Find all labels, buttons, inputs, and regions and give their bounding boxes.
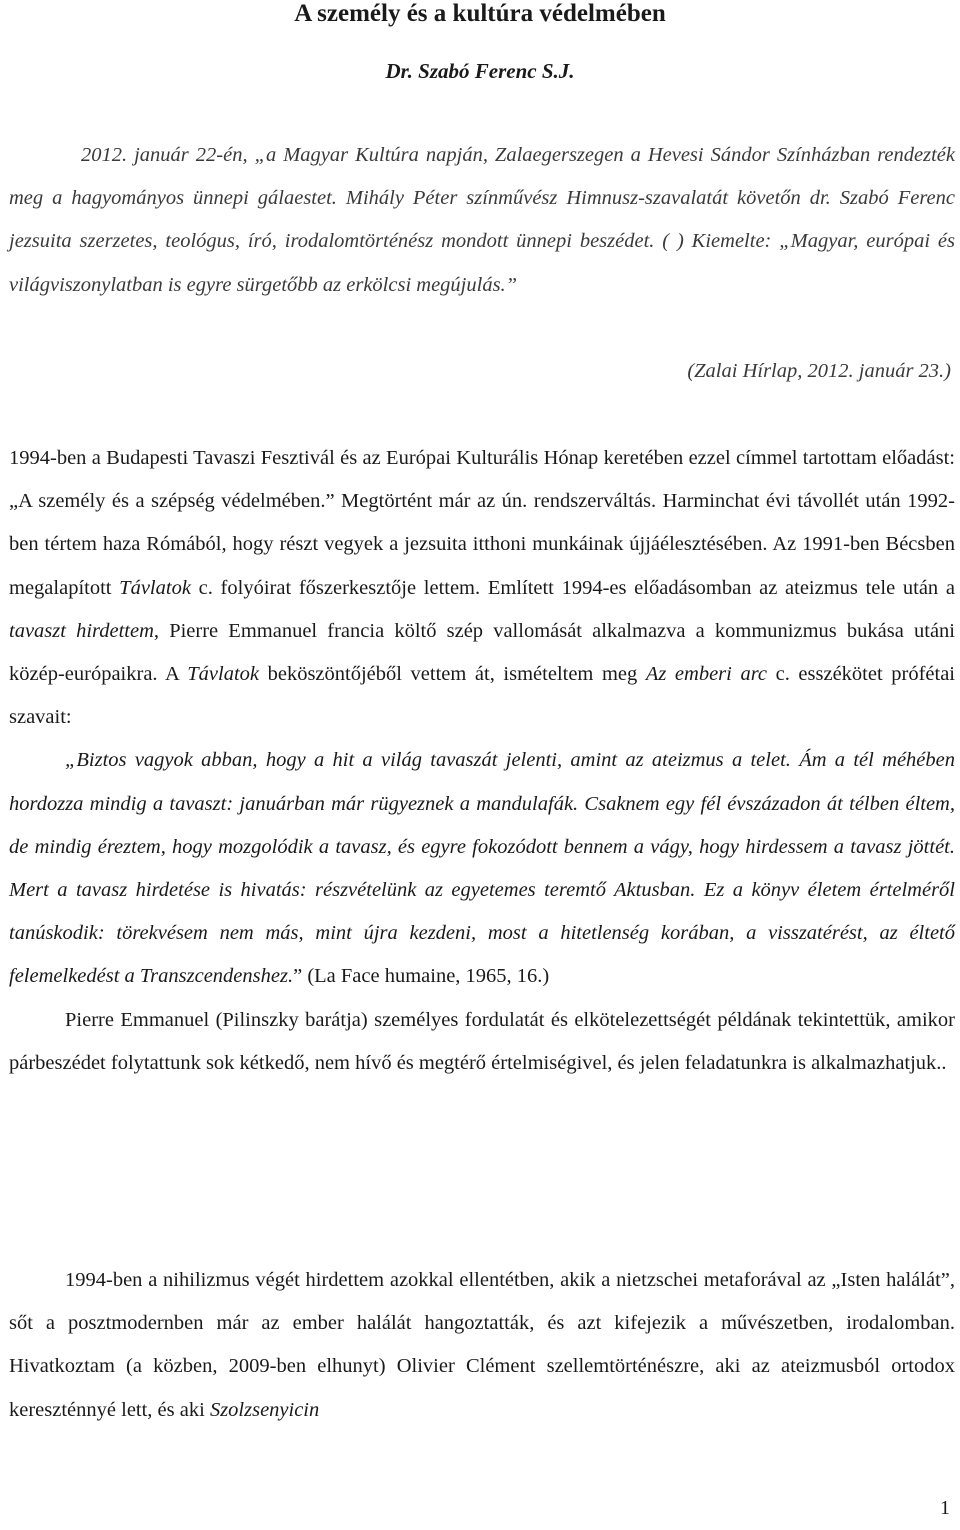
p1-text-1: 1994-ben a Budapesti Tavaszi Fesztivál és az Európai Kulturális Hónap keretében ezzel címmel tartottam előadást: „A személy és a szépség védelmében.” Megtörtént már az ún. rendszerváltás. Harminchat évi távollét után 1992-ben tértem haza Rómából, hogy részt vegyek a jezsuita itthoni munkáinak újjáélesztésében. Az 1991-ben Bécsben megalapított <box>9 447 955 599</box>
document-title: A személy és a kultúra védelmében <box>294 0 666 27</box>
quote-block <box>9 739 955 998</box>
body-paragraph-1 <box>9 437 955 1085</box>
p3-text-1: 1994-ben a nihilizmus végét hirdettem azokkal ellentétben, akik a nietzschei metaforával az „Isten halálát”, sőt a posztmodernben már az ember halálát hangoztatták, és azt kifejezik a művészetben, irodalomban. Hivatkoztam (a közben, 2009-ben elhunyt) Olivier Clément szellemtörténészre, aki az ateizmusból ortodox kereszténnyé lett, és aki <box>9 1269 955 1421</box>
document-author: Dr. Szabó Ferenc S.J. <box>385 59 575 83</box>
p1-italic-2: tavaszt hirdettem <box>9 619 154 642</box>
p1-text-3: , Pierre Emmanuel francia költő szép vallomását alkalmazva a kommunizmus bukása utáni közép-európaikra. A <box>9 619 955 686</box>
page-number: 1 <box>940 1497 950 1519</box>
p1-text-4: beköszöntőjéből vettem át, ismételtem meg <box>259 663 646 686</box>
p1-text-2: c. folyóirat főszerkesztője lettem. Említett 1994-es előadásomban az ateizmus tele után a <box>190 576 955 599</box>
quote-text: „Biztos vagyok abban, hogy a hit a világ tavaszát jelenti, amint az ateizmus a telet. Ám a tél méhében hordozza mindig a tavaszt: januárban már rügyeznek a mandulafák. Csaknem egy fél évszázadon át télben éltem, de mindig éreztem, hogy mozgolódik a tavasz, és egyre fokozódott bennem a vágy, hogy hirdessem a tavasz jöttét. Mert a tavasz hirdetése is hivatás: részvételünk az egyetemes teremtő Aktusban. Ez a könyv életem értelméről tanúskodik: törekvésem nem más, mint újra kezdeni, most a hitetlenség korában, a visszatérést, az éltető felemelkedést a Transzcendenshez. <box>9 749 955 988</box>
body-paragraph-3 <box>9 1259 955 1432</box>
quote-source: ” (La Face humaine, 1965, 16.) <box>293 965 550 988</box>
p1-text-5: c. esszékötet prófétai szavait: <box>9 663 955 729</box>
p3-italic-1: Szolzsenyicin <box>209 1398 320 1421</box>
p1-italic-3: Távlatok <box>187 663 260 686</box>
intro-source: (Zalai Hírlap, 2012. január 23.) <box>687 360 951 382</box>
p1-italic-4: Az emberi arc <box>645 663 768 686</box>
intro-paragraph: 2012. január 22-én, „a Magyar Kultúra napján, Zalaegerszegen a Hevesi Sándor Színházban rendezték meg a hagyományos ünnepi gálaestet. Mihály Péter színművész Himnusz-szavalatát követőn dr. Szabó Ferenc jezsuita szerzetes, teológus, író, irodalomtörténész mondott ünnepi beszédet. ( ) Kiemelte: „Magyar, európai és világviszonylatban is egyre sürgetőbb az erkölcsi megújulás.” <box>9 144 955 296</box>
p1-italic-1: Távlatok <box>119 576 191 599</box>
p1-after-text: Pierre Emmanuel (Pilinszky barátja) személyes fordulatát és elkötelezettségét példának tekintettük, amikor párbeszédet folytattunk sok kétkedő, nem hívő és megtérő értelmiségivel, és jelen feladatunkra is alkalmazhatjuk.. <box>9 1008 955 1074</box>
